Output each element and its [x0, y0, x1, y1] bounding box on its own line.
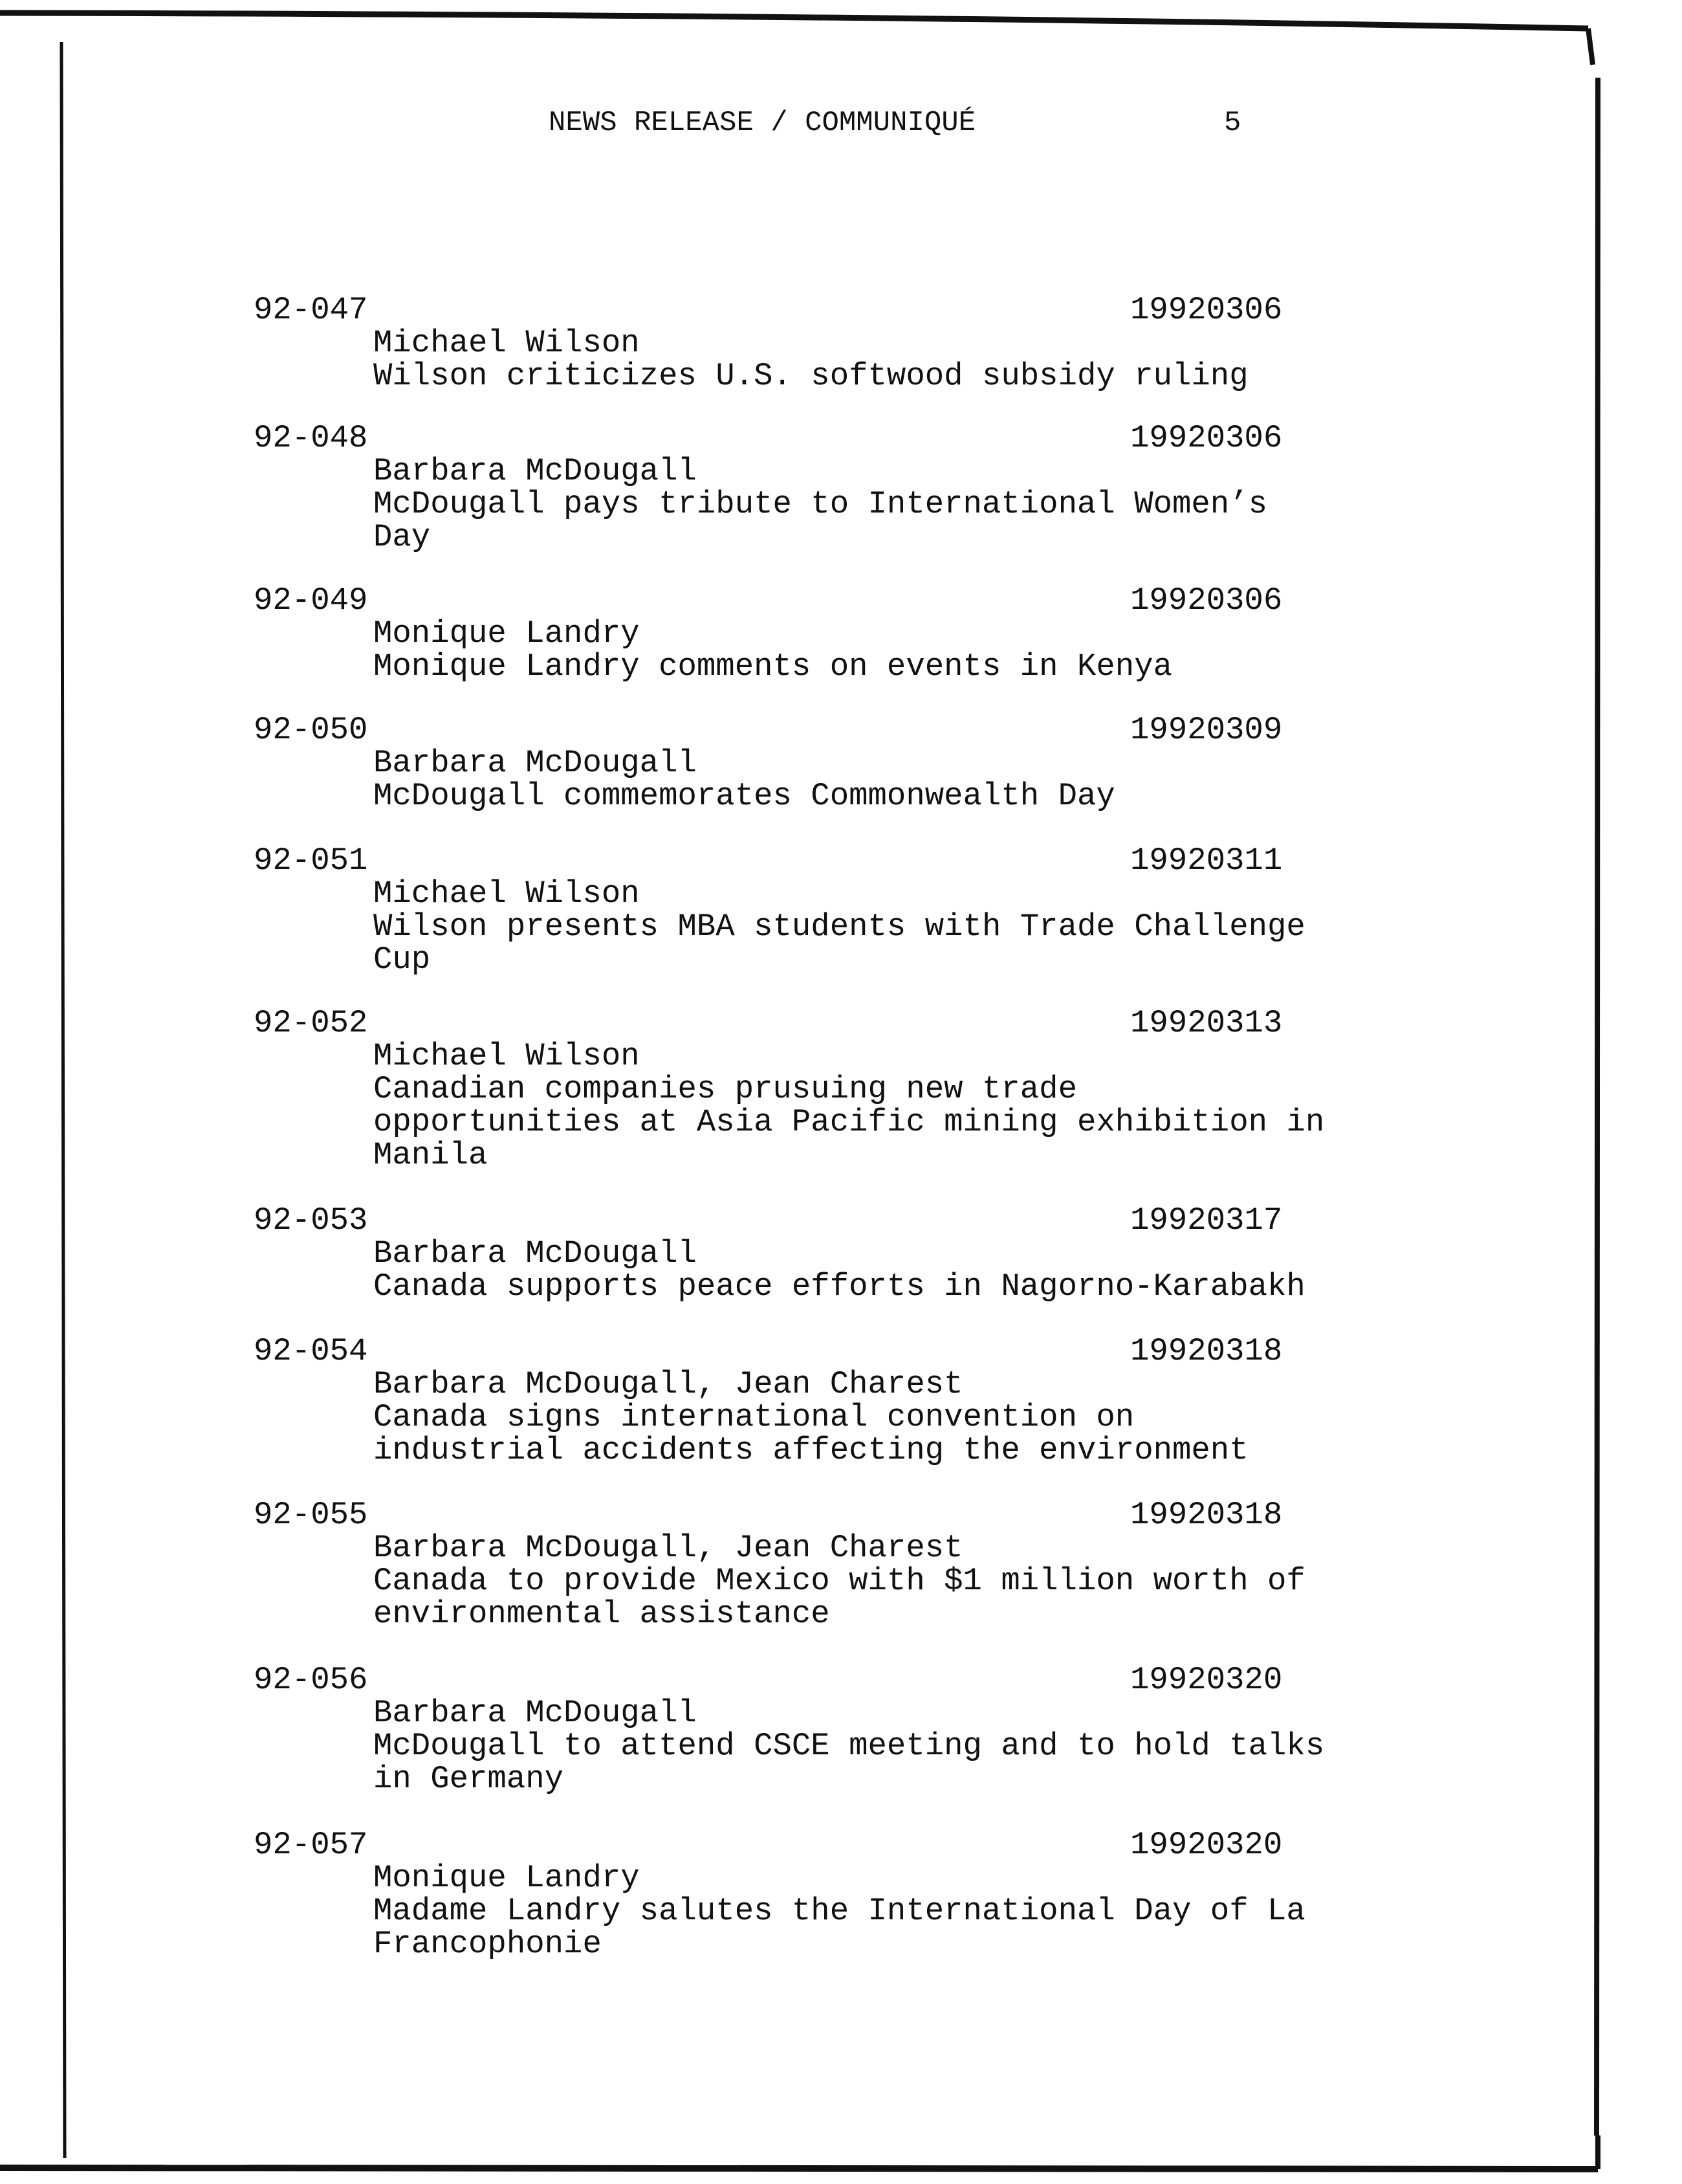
release-id: 92-054: [254, 1333, 368, 1369]
release-author: Barbara McDougall, Jean Charest: [373, 1530, 963, 1566]
release-id: 92-049: [254, 582, 368, 619]
release-entry: [254, 844, 1392, 976]
release-author: Michael Wilson: [373, 325, 640, 361]
release-author: Barbara McDougall: [373, 1235, 697, 1272]
release-id: 92-056: [254, 1662, 368, 1698]
release-entry: [254, 1664, 1392, 1796]
release-entry: [254, 714, 1392, 813]
release-date: 19920317: [1130, 1202, 1283, 1239]
border-left: [61, 42, 65, 2158]
release-date: 19920306: [1130, 292, 1283, 328]
release-date: 19920306: [1130, 420, 1283, 456]
release-entry: [254, 294, 1392, 393]
border-top: [0, 13, 1588, 28]
page-number: 5: [1224, 107, 1241, 139]
release-title: McDougall pays tribute to International Women’s Day: [373, 486, 1268, 555]
release-title: Canada to provide Mexico with $1 million worth of environmental assistance: [373, 1563, 1305, 1632]
release-title: McDougall commemorates Commonwealth Day: [373, 778, 1115, 814]
border-bottom: [0, 2167, 1598, 2169]
release-id: 92-048: [254, 420, 368, 456]
release-entry: [254, 422, 1392, 554]
release-id: 92-051: [254, 843, 368, 879]
release-date: 19920320: [1130, 1827, 1283, 1863]
release-entry: [254, 1335, 1392, 1467]
release-entry: [254, 1204, 1392, 1303]
release-author: Barbara McDougall: [373, 745, 697, 781]
release-author: Barbara McDougall: [373, 453, 697, 489]
release-author: Michael Wilson: [373, 1038, 640, 1074]
release-entry: [254, 1499, 1392, 1631]
release-title: Canada signs international convention on industrial accidents affecting the environment: [373, 1399, 1249, 1468]
border-right: [1597, 78, 1600, 2135]
release-title: Monique Landry comments on events in Kenya: [373, 648, 1173, 685]
page-header: [0, 104, 1682, 142]
release-date: 19920309: [1130, 712, 1283, 748]
release-entry: [254, 1007, 1392, 1172]
release-date: 19920306: [1130, 582, 1283, 619]
release-title: Wilson presents MBA students with Trade Challenge Cup: [373, 909, 1305, 978]
release-title: Wilson criticizes U.S. softwood subsidy ruling: [373, 358, 1249, 394]
release-id: 92-047: [254, 292, 368, 328]
release-author: Monique Landry: [373, 615, 640, 652]
header-title: NEWS RELEASE / COMMUNIQUÉ: [549, 107, 976, 139]
release-date: 19920320: [1130, 1662, 1283, 1698]
release-title: McDougall to attend CSCE meeting and to hold talks in Germany: [373, 1728, 1325, 1797]
release-author: Barbara McDougall: [373, 1695, 697, 1731]
release-author: Barbara McDougall, Jean Charest: [373, 1366, 963, 1402]
release-entry: [254, 1829, 1392, 1961]
release-title: Canada supports peace efforts in Nagorno-Karabakh: [373, 1268, 1305, 1305]
release-id: 92-050: [254, 712, 368, 748]
release-date: 19920313: [1130, 1005, 1283, 1041]
border-top-right-corner: [1588, 28, 1593, 65]
release-author: Michael Wilson: [373, 876, 640, 912]
release-title: Canadian companies prusuing new trade opportunities at Asia Pacific mining exhibition in Manila: [373, 1071, 1325, 1173]
release-date: 19920318: [1130, 1497, 1283, 1533]
release-entry: [254, 584, 1392, 683]
release-date: 19920318: [1130, 1333, 1283, 1369]
release-id: 92-053: [254, 1202, 368, 1239]
release-date: 19920311: [1130, 843, 1283, 879]
release-author: Monique Landry: [373, 1860, 640, 1896]
release-id: 92-052: [254, 1005, 368, 1041]
release-title: Madame Landry salutes the International Day of La Francophonie: [373, 1893, 1305, 1962]
release-id: 92-055: [254, 1497, 368, 1533]
release-id: 92-057: [254, 1827, 368, 1863]
